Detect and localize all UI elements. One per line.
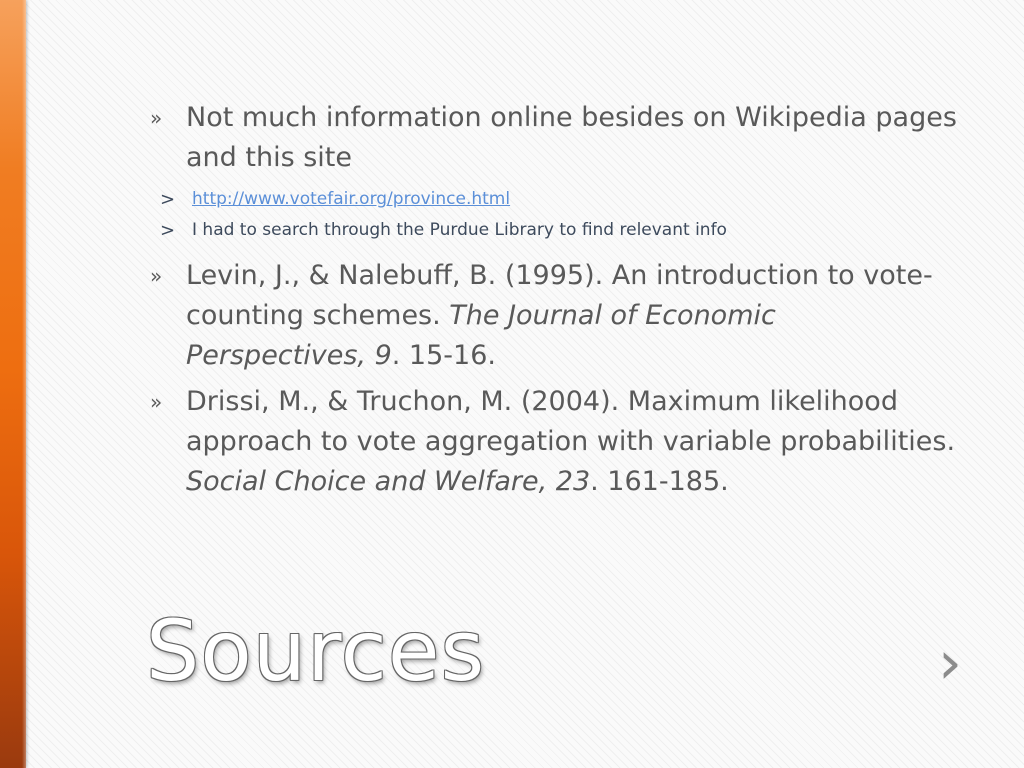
slide-content: [148, 98, 958, 508]
citation-pages: . 15-16.: [391, 340, 496, 371]
citation-journal: The Journal of Economic Perspectives, 9: [186, 300, 776, 371]
bullet-text: Not much information online besides on Wikipedia pages and this site: [186, 102, 957, 173]
bullet-item: [148, 256, 958, 376]
sub-bullet-list: [148, 184, 958, 246]
bullet-marker: »: [150, 106, 163, 130]
sub-bullet-text: I had to search through the Purdue Library to find relevant info: [192, 220, 727, 240]
sub-bullet-item: [148, 215, 958, 246]
citation-text: Drissi, M., & Truchon, M. (2004). Maximum likelihood approach to vote aggregation with variable probabilities.: [186, 386, 956, 457]
citation-pages: . 161-185.: [590, 466, 729, 497]
sub-bullet-marker: >: [160, 220, 176, 241]
sub-bullet-item: [148, 184, 958, 215]
accent-side-bar: [0, 0, 26, 768]
slide-title: Sources: [146, 602, 486, 700]
votefair-link[interactable]: http://www.votefair.org/province.html: [192, 189, 511, 209]
bullet-marker: »: [150, 264, 163, 288]
bullet-item: [148, 382, 958, 502]
citation-journal: Social Choice and Welfare, 23: [186, 466, 591, 497]
next-slide-chevron-icon[interactable]: ›: [938, 628, 962, 698]
bullet-marker: »: [150, 390, 163, 414]
bullet-item: [148, 98, 958, 178]
citation-text: Levin, J., & Nalebuff, B. (1995). An introduction to vote-counting schemes.: [186, 260, 933, 331]
sub-bullet-marker: >: [160, 189, 176, 210]
